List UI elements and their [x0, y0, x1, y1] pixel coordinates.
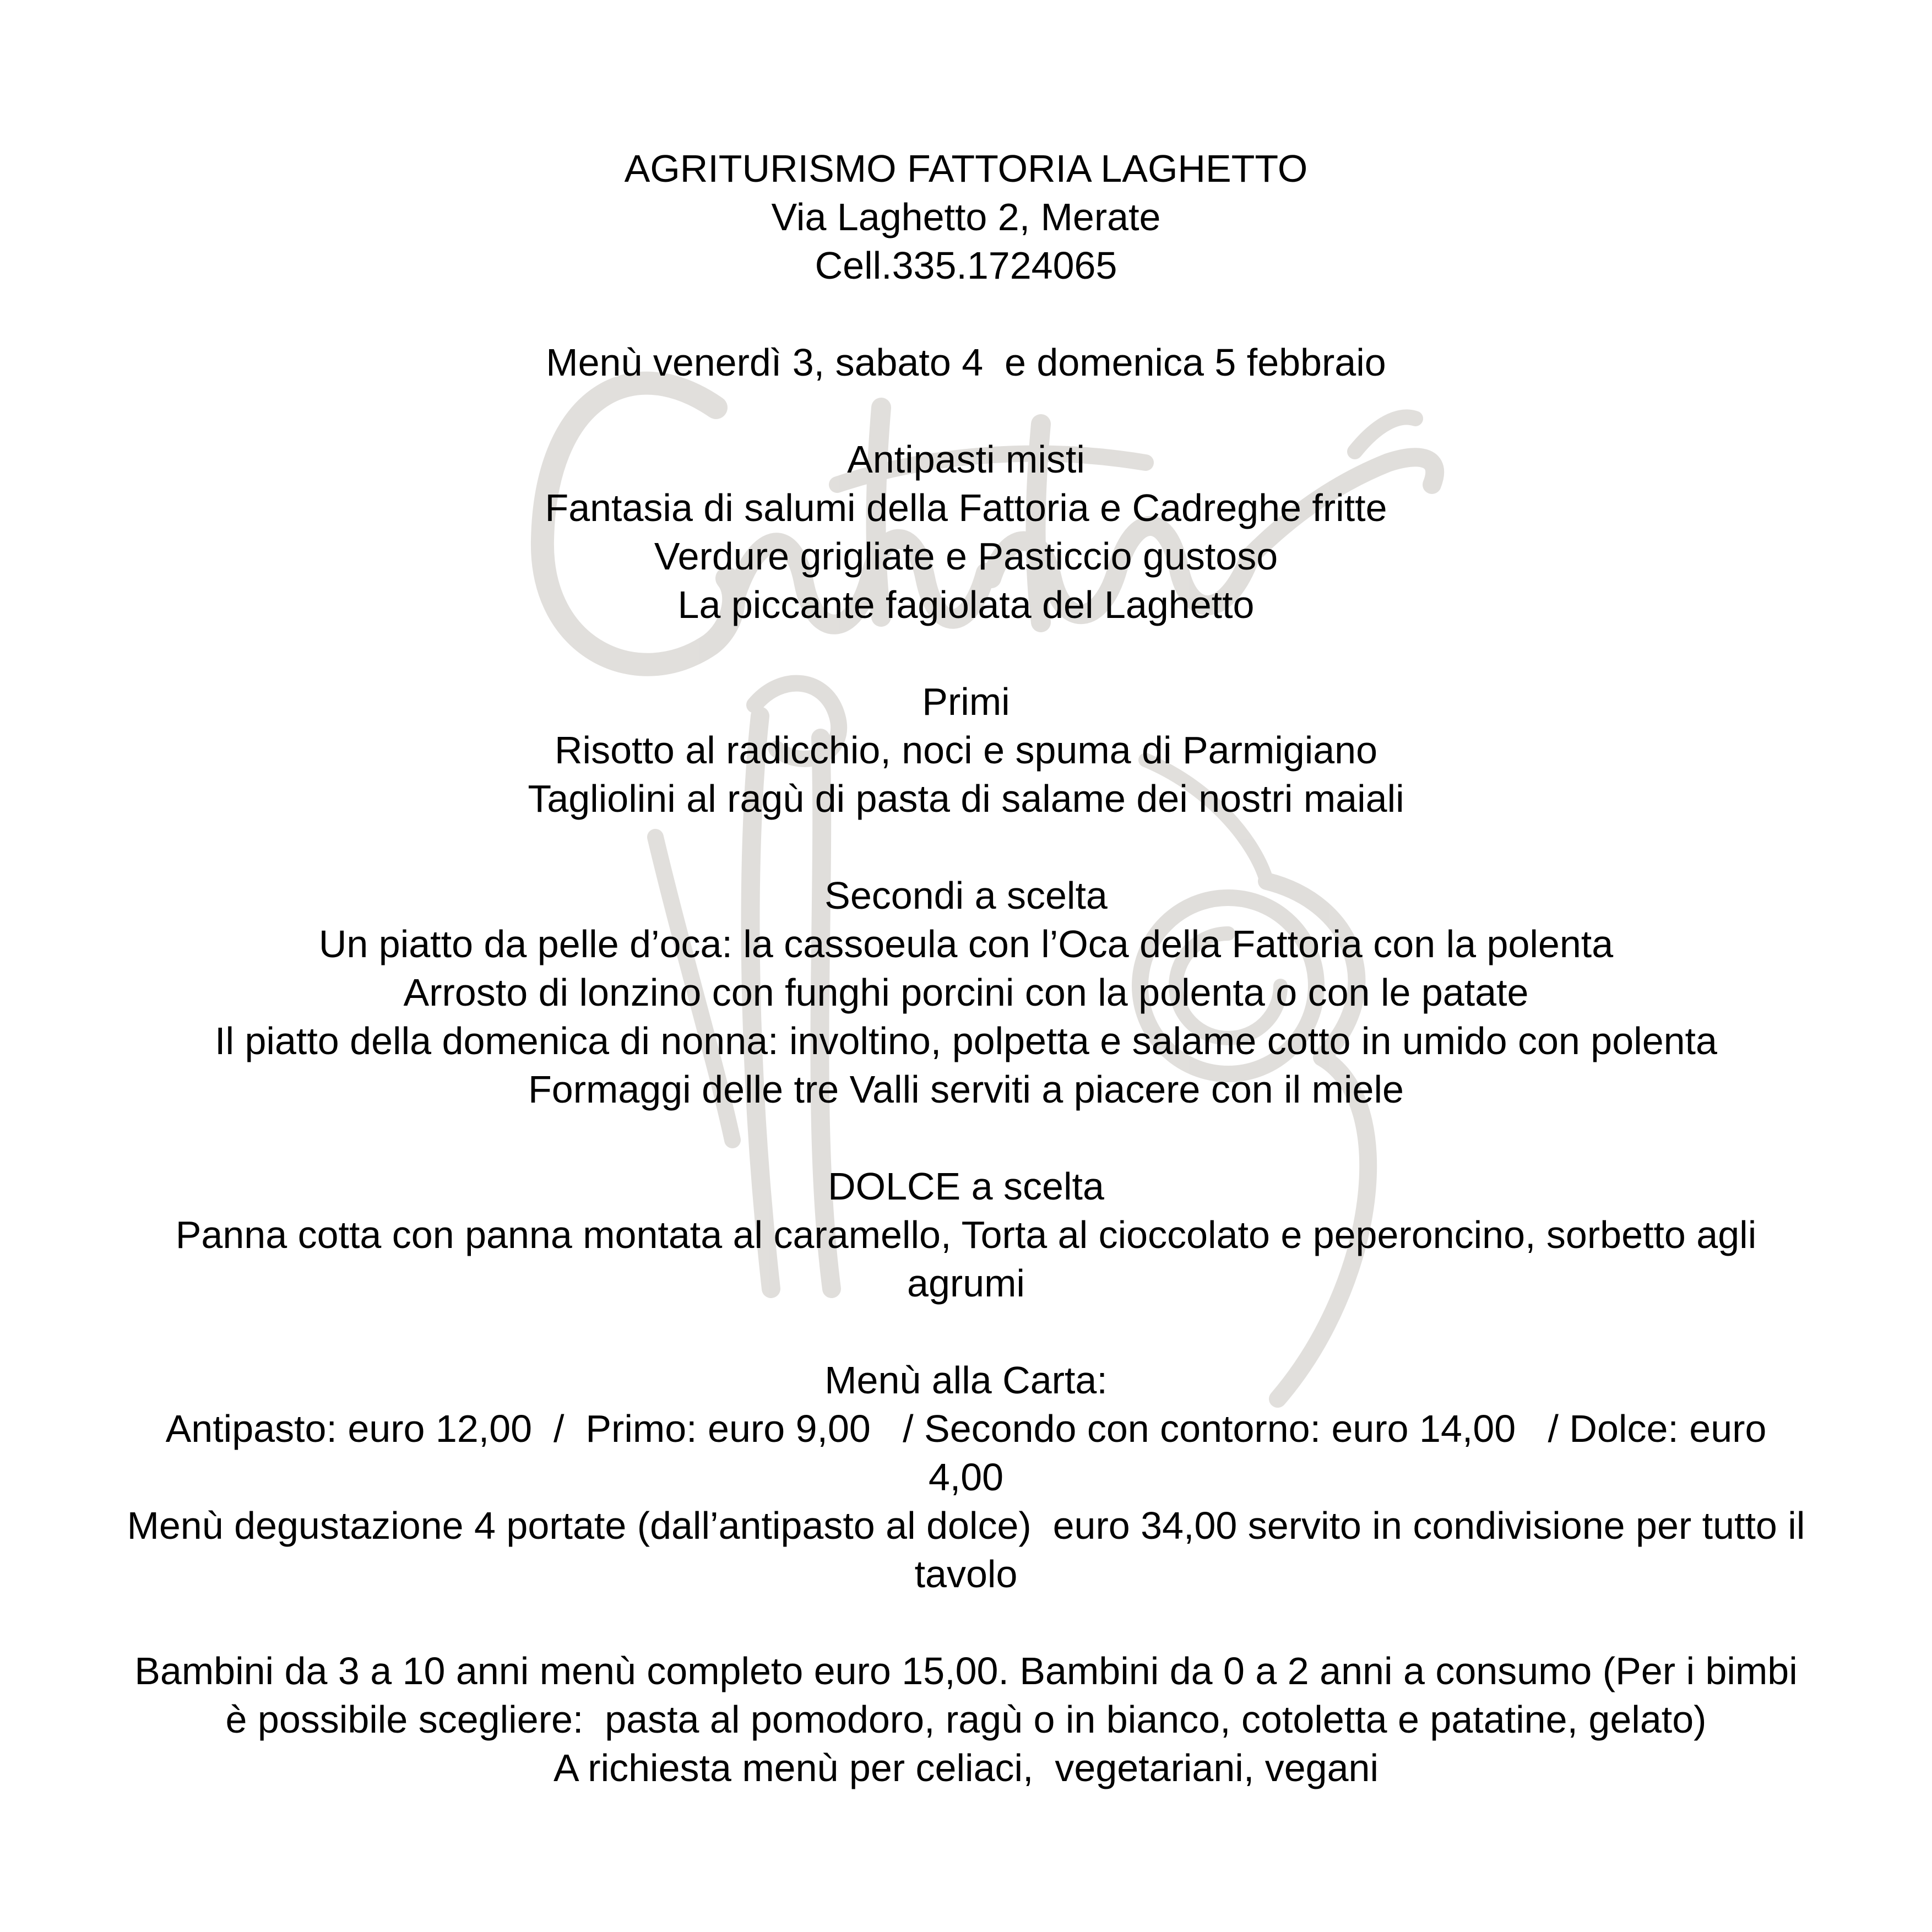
- section-title-dolce: DOLCE a scelta: [828, 1165, 1104, 1208]
- children-note: Bambini da 3 a 10 anni menù completo euro 15,00. Bambini da 0 a 2 anni a consumo (Per i bimbi è possibile scegliere: pasta al pomodoro, ragù o in bianco, cotoletta e patatine, gelato): [134, 1649, 1809, 1741]
- menu-item: La piccante fagiolata del Laghetto: [677, 583, 1255, 626]
- menu-item: Risotto al radicchio, noci e spuma di Parmigiano: [554, 729, 1378, 772]
- pricing-title: Menù alla Carta:: [824, 1359, 1108, 1402]
- menu-item: Verdure grigliate e Pasticcio gustoso: [654, 535, 1278, 578]
- section-title-secondi: Secondi a scelta: [824, 874, 1108, 917]
- section-title-antipasti: Antipasti misti: [847, 438, 1085, 481]
- restaurant-phone: Cell.335.1724065: [815, 244, 1117, 287]
- menu-item: Tagliolini al ragù di pasta di salame dei nostri maiali: [528, 777, 1404, 820]
- menu-item: Panna cotta con panna montata al caramello, Torta al cioccolato e peperoncino, sorbetto agli agrumi: [175, 1213, 1767, 1305]
- pricing-line: Menù degustazione 4 portate (dall’antipasto al dolce) euro 34,00 servito in condivisione per tutto il tavolo: [127, 1504, 1816, 1595]
- menu-item: Fantasia di salumi della Fattoria e Cadreghe fritte: [545, 486, 1387, 529]
- menu-content: [123, 144, 1816, 1792]
- menu-item: Il piatto della domenica di nonna: involtino, polpetta e salame cotto in umido con polenta: [215, 1019, 1717, 1062]
- section-title-primi: Primi: [922, 680, 1010, 723]
- pricing-line: Antipasto: euro 12,00 / Primo: euro 9,00 / Secondo con contorno: euro 14,00 / Dolce: euro 4,00: [165, 1407, 1777, 1499]
- restaurant-address: Via Laghetto 2, Merate: [771, 196, 1161, 238]
- restaurant-name: AGRITURISMO FATTORIA LAGHETTO: [624, 147, 1308, 190]
- menu-item: Un piatto da pelle d’oca: la cassoeula con l’Oca della Fattoria con la polenta: [318, 922, 1614, 965]
- menu-date: Menù venerdì 3, sabato 4 e domenica 5 febbraio: [546, 341, 1386, 384]
- menu-item: Formaggi delle tre Valli serviti a piacere con il miele: [528, 1068, 1404, 1111]
- dietary-note: A richiesta menù per celiaci, vegetariani, vegani: [553, 1746, 1379, 1789]
- menu-item: Arrosto di lonzino con funghi porcini con la polenta o con le patate: [403, 971, 1529, 1014]
